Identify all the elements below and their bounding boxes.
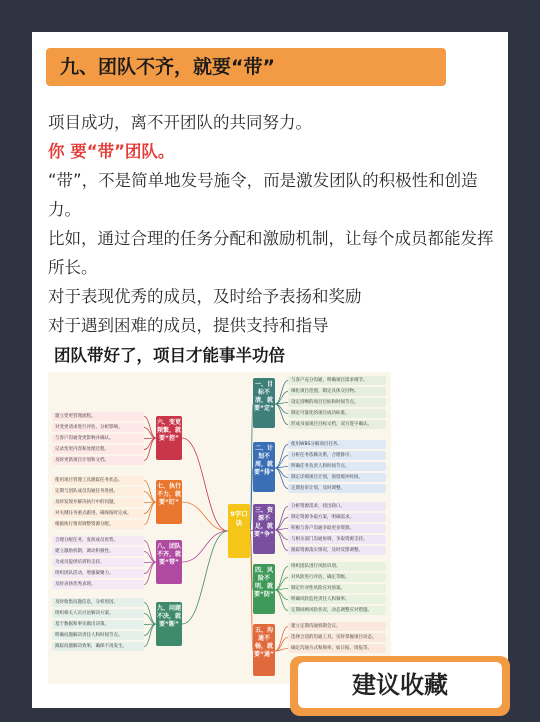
paragraph-5: 对于遇到困难的成员，提供支持和指导 (48, 316, 329, 335)
paragraph-2: “带”，不是简单地发号施令，而是激发团队的积极性和创造力。 (48, 171, 478, 219)
mind-map-leaf: 制定可量化的项目成功标准。 (288, 409, 386, 418)
save-button[interactable] (290, 656, 510, 716)
mind-map-image (48, 372, 391, 684)
mind-map-branch-right-5: 五、沟通不畅，就要“通” (253, 624, 275, 676)
mind-map-leaf: 与客户充分沟通，明确项目需求细节。 (288, 376, 386, 385)
mind-map-leaf: 制定详细项目计划，预留缓冲时间。 (288, 473, 386, 482)
paragraph-4: 对于表现优秀的成员，及时给予表扬和奖励 (48, 287, 362, 306)
mind-map-branch-left-8: 八、团队不齐，就要“带” (156, 540, 182, 584)
connector-line (144, 492, 156, 503)
mind-map-leaf: 定期回顾风险状况，动态调整应对措施。 (288, 606, 386, 615)
paragraph-3: 比如，通过合理的任务分配和激励机制，让每个成员都能发挥所长。 (48, 229, 494, 277)
mind-map-branch-left-6: 六、变更频繁，就要“控” (156, 416, 182, 460)
mind-map-leaf: 及时更新项目计划和文档。 (52, 456, 144, 465)
mind-map-leaf: 组织团队活动，增强凝聚力。 (52, 569, 144, 578)
mind-map-branch-left-9: 九、问题不决，就要“断” (156, 602, 182, 646)
mind-map-leaf: 及时收集问题信息，分析原因。 (52, 598, 144, 607)
mind-map-leaf: 明确任务负责人和时间节点。 (288, 462, 386, 471)
mind-map-leaf: 定期复审计划，及时调整。 (288, 484, 386, 493)
mind-map-leaf: 建立定期沟通机制会议。 (288, 622, 386, 631)
highlight-line: 你 要“带”团队。 (48, 142, 175, 161)
mind-map-leaf: 组织团队进行风险识别。 (288, 562, 386, 571)
mind-map-leaf: 确定沟通方式和频率，如日报、周报等。 (288, 644, 386, 653)
mind-map-branch-right-4: 四、风险不明，就要“防” (253, 564, 275, 614)
mind-map-leaf: 记录变更内容和处理过程。 (52, 445, 144, 454)
bold-summary: 团队带好了，项目才能事半功倍 (54, 346, 285, 365)
section-heading: 九、团队不齐，就要“带” (46, 48, 446, 86)
connector-line (144, 552, 156, 563)
save-button-label: 建议收藏 (298, 662, 502, 708)
mind-map-leaf: 使用项目管理工具跟踪任务状态。 (52, 476, 144, 485)
mind-map-leaf: 及时表扬优秀表现。 (52, 580, 144, 589)
mind-map-leaf: 建立变更管理流程。 (52, 412, 144, 421)
mind-map-center: 9字口诀 (228, 504, 250, 558)
mind-map-branch-right-2: 二、计划不周，就要“排” (253, 442, 275, 492)
connector-line (144, 428, 156, 439)
mind-map-leaf: 定期与团队成员沟通任务进展。 (52, 487, 144, 496)
mind-map-leaf: 跟踪问题解决效果，确保不再发生。 (52, 642, 144, 651)
mind-map-branch-left-7: 七、执行不力，就要“盯” (156, 480, 182, 524)
mind-map-leaf: 制定资源争取方案，明确需求。 (288, 513, 386, 522)
mind-map-leaf: 使用WBS分解项目任务。 (288, 440, 386, 449)
connector-line (144, 603, 156, 625)
connector-line (144, 541, 156, 563)
mind-map-leaf: 细化项目范围，制定具体交付物。 (288, 387, 386, 396)
mind-map-leaf: 根据执行情况调整资源分配。 (52, 520, 144, 529)
mind-map-leaf: 组织相关人员讨论解决方案。 (52, 609, 144, 618)
mind-map-leaf: 基于数据和事实做出决策。 (52, 620, 144, 629)
mind-map-branch-right-1: 一、目标不清，就要“定” (253, 378, 275, 428)
mind-map-leaf: 明确风险监控责任人和频率。 (288, 595, 386, 604)
connector-line (144, 614, 156, 625)
connector-line (144, 481, 156, 503)
connector-line (182, 502, 228, 531)
mind-map-leaf: 对风险进行评估，确定等级。 (288, 573, 386, 582)
mind-map-leaf: 形成书面项目目标文档，双方签字确认。 (288, 420, 386, 429)
connector-line (275, 627, 288, 652)
mind-map-leaf: 设定清晰的项目目标和时间节点。 (288, 398, 386, 407)
mind-map-leaf: 与客户沟通变更影响并确认。 (52, 434, 144, 443)
mind-map-leaf: 为成员提供培训和支持。 (52, 558, 144, 567)
mind-map-branch-right-3: 三、资源不足，就要“争” (253, 504, 275, 554)
mind-map-leaf: 选择合适的沟通工具，实时掌握项目动态。 (288, 633, 386, 642)
mind-map-leaf: 跟踪资源落实情况，及时反馈调整。 (288, 546, 386, 555)
mind-map-leaf: 对关键任务重点跟进，确保按时完成。 (52, 509, 144, 518)
connector-line (275, 404, 288, 425)
mind-map-leaf: 合理分配任务，发挥成员优势。 (52, 536, 144, 545)
mind-map-leaf: 对变更请求进行评估，分析影响。 (52, 423, 144, 432)
connector-line (182, 531, 228, 562)
connector-line (144, 417, 156, 439)
mind-map-leaf: 分析任务依赖关系，合理排序。 (288, 451, 386, 460)
connector-line (275, 590, 288, 611)
content-card (32, 32, 508, 708)
mind-map-leaf: 明确问题解决责任人和时间节点。 (52, 631, 144, 640)
mind-map-leaf: 分析资源需求，找出缺口。 (288, 502, 386, 511)
connector-line (182, 531, 228, 624)
connector-line (275, 468, 288, 489)
mind-map-leaf: 制定针对性风险应对预案。 (288, 584, 386, 593)
mind-map-leaf: 积极与客户沟通争取更多资源。 (288, 524, 386, 533)
mind-map-leaf: 建立激励机制，调动积极性。 (52, 547, 144, 556)
connector-line (275, 530, 288, 551)
paragraph-1: 项目成功，离不开团队的共同努力。 (48, 113, 312, 132)
mind-map-leaf: 及时发现并解决执行中的问题。 (52, 498, 144, 507)
mind-map-leaf: 与相关部门沟通协调，争取资源支持。 (288, 535, 386, 544)
